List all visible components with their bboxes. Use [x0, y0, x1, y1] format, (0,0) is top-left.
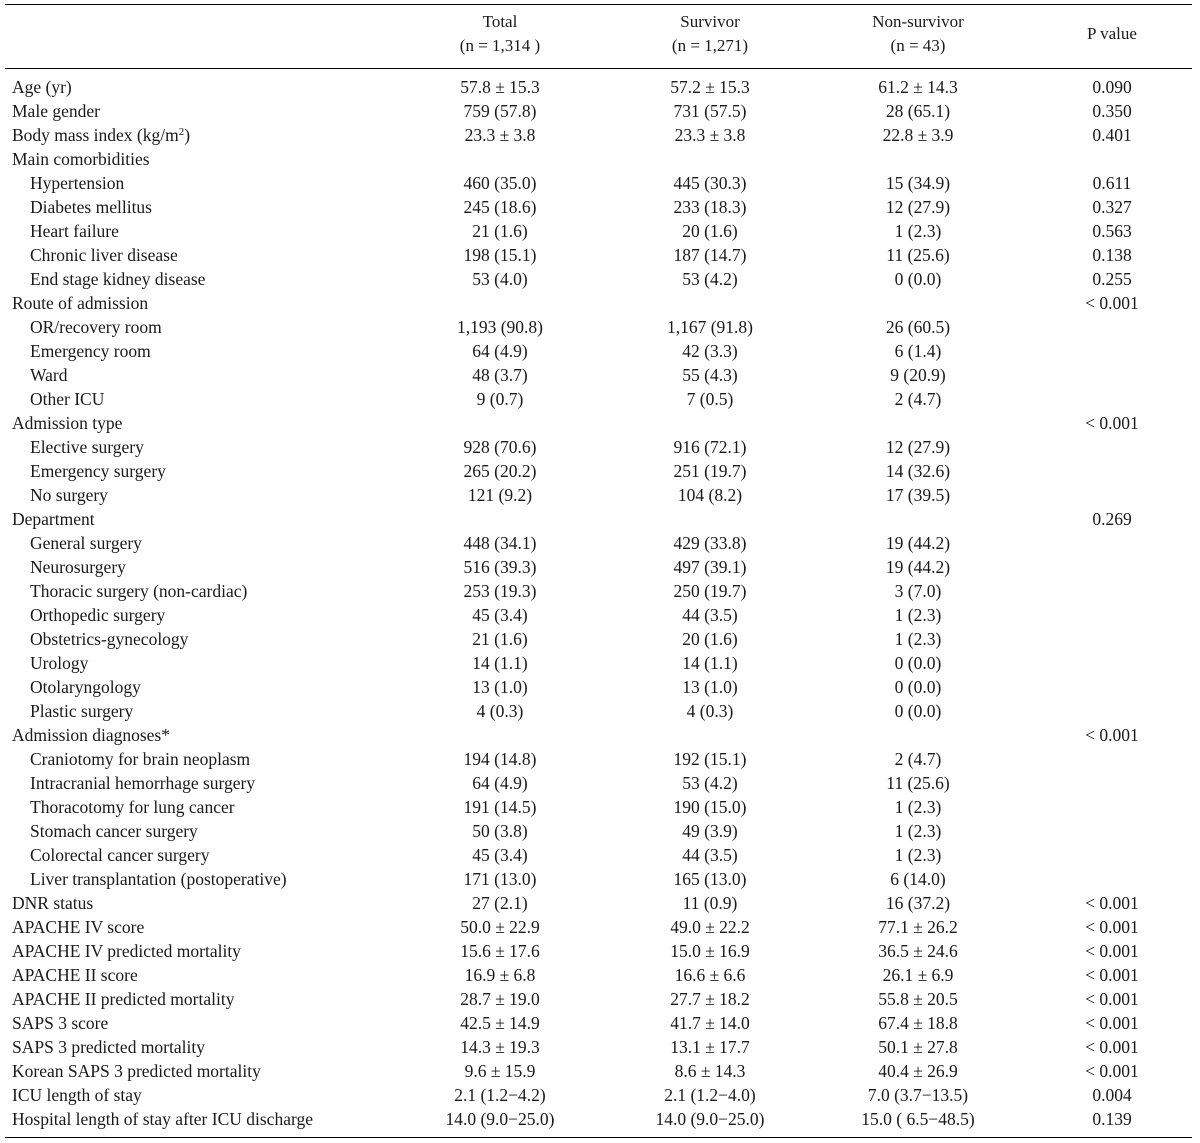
- row-label-text: Admission type: [12, 413, 123, 433]
- cell-survivor: 251 (19.7): [673, 461, 747, 481]
- cell-pvalue: < 0.001: [1085, 989, 1139, 1009]
- table-row: [0, 195, 1200, 219]
- row-label-text: OR/recovery room: [30, 317, 162, 337]
- cell-nonsurvivor: 61.2 ± 14.3: [878, 77, 958, 97]
- table-row: [0, 699, 1200, 723]
- cell-survivor: 14 (1.1): [682, 653, 738, 673]
- row-label-text: Heart failure: [30, 221, 119, 241]
- cell-survivor: 55 (4.3): [682, 365, 738, 385]
- row-label-text: Diabetes mellitus: [30, 197, 152, 217]
- cell-total: 14 (1.1): [472, 653, 528, 673]
- row-label: [30, 843, 209, 867]
- cell-total: 171 (13.0): [463, 869, 537, 889]
- row-label-text: APACHE II predicted mortality: [12, 989, 235, 1009]
- header-nonsurvivor-label: Non-survivor: [872, 12, 964, 31]
- row-label: [30, 819, 198, 843]
- cell-pvalue: < 0.001: [1085, 725, 1139, 745]
- row-label: [30, 435, 144, 459]
- row-label: [30, 315, 162, 339]
- cell-nonsurvivor: 36.5 ± 24.6: [878, 941, 958, 961]
- header-survivor-n: (n = 1,271): [671, 36, 749, 55]
- cell-total: 14.3 ± 19.3: [460, 1037, 540, 1057]
- cell-survivor: 53 (4.2): [682, 773, 738, 793]
- header-pvalue-label: P value: [1087, 24, 1137, 43]
- cell-total: 460 (35.0): [463, 173, 537, 193]
- cell-nonsurvivor: 7.0 (3.7−13.5): [867, 1085, 969, 1105]
- row-label-text: APACHE IV score: [12, 917, 145, 937]
- row-label-text: Male gender: [12, 101, 100, 121]
- table-row: [0, 987, 1200, 1011]
- cell-survivor: 233 (18.3): [673, 197, 747, 217]
- row-label: [12, 99, 100, 123]
- table-bottom-rule: [5, 1137, 1192, 1138]
- table-row: [0, 771, 1200, 795]
- cell-total: 448 (34.1): [463, 533, 537, 553]
- table-row: [0, 651, 1200, 675]
- cell-total: 57.8 ± 15.3: [460, 77, 540, 97]
- cell-total: 194 (14.8): [463, 749, 537, 769]
- table-row: [0, 963, 1200, 987]
- row-label: [30, 243, 178, 267]
- row-label-text: Korean SAPS 3 predicted mortality: [12, 1061, 261, 1081]
- row-label-text: General surgery: [30, 533, 142, 553]
- cell-nonsurvivor: 55.8 ± 20.5: [878, 989, 958, 1009]
- cell-nonsurvivor: 1 (2.3): [894, 221, 942, 241]
- cell-total: 64 (4.9): [472, 773, 528, 793]
- cell-total: 928 (70.6): [463, 437, 537, 457]
- cell-total: 14.0 (9.0−25.0): [445, 1109, 555, 1129]
- cell-nonsurvivor: 0 (0.0): [894, 653, 942, 673]
- row-label-text: Chronic liver disease: [30, 245, 178, 265]
- cell-total: 48 (3.7): [472, 365, 528, 385]
- table-row: [0, 1035, 1200, 1059]
- header-nonsurvivor: [818, 10, 1018, 58]
- row-label: [30, 603, 165, 627]
- table-row: [0, 339, 1200, 363]
- cell-total: 13 (1.0): [472, 677, 528, 697]
- row-label-text: Admission diagnoses*: [12, 725, 170, 745]
- cell-total: 21 (1.6): [472, 221, 528, 241]
- row-label-text: Department: [12, 509, 95, 529]
- table-row: [0, 819, 1200, 843]
- cell-survivor: 4 (0.3): [686, 701, 734, 721]
- cell-survivor: 7 (0.5): [686, 389, 734, 409]
- cell-total: 53 (4.0): [472, 269, 528, 289]
- row-label-text: Thoracic surgery (non-cardiac): [30, 581, 248, 601]
- row-label-text: Plastic surgery: [30, 701, 134, 721]
- cell-survivor: 13.1 ± 17.7: [670, 1037, 750, 1057]
- cell-total: 42.5 ± 14.9: [460, 1013, 540, 1033]
- row-label: [30, 651, 88, 675]
- row-label: [30, 579, 247, 603]
- row-label: [30, 387, 104, 411]
- cell-survivor: 23.3 ± 3.8: [674, 125, 746, 145]
- cell-survivor: 16.6 ± 6.6: [674, 965, 746, 985]
- table-row: [0, 147, 1200, 171]
- row-label-text: Hospital length of stay after ICU discharge: [12, 1109, 313, 1129]
- table-header: [0, 10, 1200, 66]
- row-label: [12, 507, 95, 531]
- cell-nonsurvivor: 1 (2.3): [894, 797, 942, 817]
- row-label: [12, 915, 144, 939]
- row-label: [12, 987, 234, 1011]
- cell-nonsurvivor: 26.1 ± 6.9: [882, 965, 954, 985]
- row-label-text: End stage kidney disease: [30, 269, 206, 289]
- cell-total: 516 (39.3): [463, 557, 537, 577]
- row-label-text: Neurosurgery: [30, 557, 126, 577]
- table-row: [0, 531, 1200, 555]
- cell-survivor: 8.6 ± 14.3: [674, 1061, 746, 1081]
- cell-pvalue: < 0.001: [1085, 1061, 1139, 1081]
- row-label-text: Elective surgery: [30, 437, 144, 457]
- cell-nonsurvivor: 0 (0.0): [894, 677, 942, 697]
- cell-total: 253 (19.3): [463, 581, 537, 601]
- cell-pvalue: < 0.001: [1085, 941, 1139, 961]
- table-row: [0, 315, 1200, 339]
- row-label-text: Urology: [30, 653, 89, 673]
- table-row: [0, 843, 1200, 867]
- table-row: [0, 99, 1200, 123]
- row-label-text: APACHE II score: [12, 965, 138, 985]
- cell-total: 2.1 (1.2−4.2): [454, 1085, 546, 1105]
- header-bottom-rule: [5, 68, 1192, 69]
- row-label: [30, 195, 152, 219]
- cell-nonsurvivor: 50.1 ± 27.8: [878, 1037, 958, 1057]
- table-row: [0, 579, 1200, 603]
- cell-pvalue: < 0.001: [1085, 917, 1139, 937]
- row-label-text: ICU length of stay: [12, 1085, 142, 1105]
- table-row: [0, 555, 1200, 579]
- row-label-text: Liver transplantation (postoperative): [30, 869, 287, 889]
- cell-pvalue: 0.350: [1092, 101, 1132, 121]
- cell-nonsurvivor: 2 (4.7): [894, 389, 942, 409]
- row-label-text: Intracranial hemorrhage surgery: [30, 773, 256, 793]
- cell-survivor: 192 (15.1): [673, 749, 747, 769]
- table-row: [0, 939, 1200, 963]
- table-row: [0, 435, 1200, 459]
- table-row: [0, 1083, 1200, 1107]
- table-row: [0, 123, 1200, 147]
- cell-nonsurvivor: 12 (27.9): [885, 437, 951, 457]
- row-label: [12, 411, 122, 435]
- table-row: [0, 291, 1200, 315]
- row-label-text: Hypertension: [30, 173, 125, 193]
- cell-pvalue: < 0.001: [1085, 893, 1139, 913]
- row-label: [12, 963, 138, 987]
- table-row: [0, 1059, 1200, 1083]
- cell-nonsurvivor: 6 (14.0): [890, 869, 946, 889]
- table-row: [0, 915, 1200, 939]
- cell-pvalue: 0.139: [1092, 1109, 1132, 1129]
- cell-nonsurvivor: 2 (4.7): [894, 749, 942, 769]
- row-label: [30, 483, 108, 507]
- row-label: [12, 75, 72, 99]
- table-row: [0, 603, 1200, 627]
- cell-pvalue: < 0.001: [1085, 1013, 1139, 1033]
- table-row: [0, 1011, 1200, 1035]
- row-label-text: APACHE IV predicted mortality: [12, 941, 241, 961]
- header-survivor-label: Survivor: [680, 12, 740, 31]
- cell-survivor: 57.2 ± 15.3: [670, 77, 750, 97]
- table-row: [0, 219, 1200, 243]
- cell-pvalue: < 0.001: [1085, 1037, 1139, 1057]
- row-label: [12, 147, 150, 171]
- row-label: [30, 555, 126, 579]
- cell-pvalue: 0.269: [1092, 509, 1132, 529]
- row-label: [30, 771, 255, 795]
- row-label-superscript: 2: [178, 126, 185, 138]
- row-label: [12, 1107, 313, 1131]
- cell-survivor: 15.0 ± 16.9: [670, 941, 750, 961]
- table-row: [0, 387, 1200, 411]
- row-label: [12, 291, 148, 315]
- cell-total: 191 (14.5): [463, 797, 537, 817]
- cell-total: 9.6 ± 15.9: [464, 1061, 536, 1081]
- cell-survivor: 49 (3.9): [682, 821, 738, 841]
- table-row: [0, 747, 1200, 771]
- table-row: [0, 243, 1200, 267]
- row-label-text: Emergency room: [30, 341, 151, 361]
- row-label: [12, 123, 190, 147]
- cell-nonsurvivor: 14 (32.6): [885, 461, 951, 481]
- row-label-text: Ward: [30, 365, 68, 385]
- row-label-text: Other ICU: [30, 389, 105, 409]
- table-row: [0, 675, 1200, 699]
- row-label-text: Age (yr): [12, 77, 72, 97]
- cell-nonsurvivor: 1 (2.3): [894, 821, 942, 841]
- row-label-text: Thoracotomy for lung cancer: [30, 797, 235, 817]
- table-row: [0, 171, 1200, 195]
- table-row: [0, 507, 1200, 531]
- cell-survivor: 20 (1.6): [682, 221, 738, 241]
- cell-nonsurvivor: 77.1 ± 26.2: [878, 917, 958, 937]
- cell-nonsurvivor: 40.4 ± 26.9: [878, 1061, 958, 1081]
- cell-nonsurvivor: 19 (44.2): [885, 557, 951, 577]
- cell-total: 198 (15.1): [463, 245, 537, 265]
- cell-nonsurvivor: 0 (0.0): [894, 269, 942, 289]
- header-total: [400, 10, 600, 58]
- cell-pvalue: 0.138: [1092, 245, 1132, 265]
- row-label-text: Colorectal cancer surgery: [30, 845, 210, 865]
- cell-pvalue: 0.401: [1092, 125, 1132, 145]
- cell-pvalue: 0.563: [1092, 221, 1132, 241]
- table-row: [0, 411, 1200, 435]
- cell-nonsurvivor: 19 (44.2): [885, 533, 951, 553]
- table-body: [0, 75, 1200, 1131]
- row-label: [12, 1011, 108, 1035]
- cell-nonsurvivor: 15 (34.9): [885, 173, 951, 193]
- row-label: [30, 219, 119, 243]
- header-total-n: (n = 1,314 ): [459, 36, 541, 55]
- cell-nonsurvivor: 16 (37.2): [885, 893, 951, 913]
- cell-pvalue: 0.004: [1092, 1085, 1132, 1105]
- row-label-text: Body mass index (kg/m: [12, 125, 179, 145]
- cell-survivor: 190 (15.0): [673, 797, 747, 817]
- header-total-label: Total: [482, 12, 518, 31]
- cell-survivor: 27.7 ± 18.2: [670, 989, 750, 1009]
- row-label: [12, 1083, 142, 1107]
- cell-nonsurvivor: 28 (65.1): [885, 101, 951, 121]
- table-row: [0, 363, 1200, 387]
- row-label: [12, 1059, 261, 1083]
- cell-total: 15.6 ± 17.6: [460, 941, 540, 961]
- cell-pvalue: < 0.001: [1085, 293, 1139, 313]
- cell-survivor: 14.0 (9.0−25.0): [655, 1109, 765, 1129]
- row-label-suffix: ): [184, 125, 191, 145]
- row-label-text: SAPS 3 score: [12, 1013, 109, 1033]
- row-label-text: Route of admission: [12, 293, 149, 313]
- cell-survivor: 497 (39.1): [673, 557, 747, 577]
- table-row: [0, 1107, 1200, 1131]
- cell-nonsurvivor: 1 (2.3): [894, 629, 942, 649]
- row-label: [12, 1035, 205, 1059]
- cell-survivor: 42 (3.3): [682, 341, 738, 361]
- row-label-text: Emergency surgery: [30, 461, 166, 481]
- row-label: [30, 363, 67, 387]
- cell-survivor: 49.0 ± 22.2: [670, 917, 750, 937]
- cell-nonsurvivor: 11 (25.6): [886, 773, 950, 793]
- cell-nonsurvivor: 22.8 ± 3.9: [882, 125, 954, 145]
- cell-total: 45 (3.4): [472, 605, 528, 625]
- row-label-text: Orthopedic surgery: [30, 605, 166, 625]
- cell-total: 121 (9.2): [467, 485, 533, 505]
- row-label-text: Main comorbidities: [12, 149, 150, 169]
- cell-total: 64 (4.9): [472, 341, 528, 361]
- cell-total: 265 (20.2): [463, 461, 537, 481]
- cell-survivor: 44 (3.5): [682, 605, 738, 625]
- row-label: [30, 267, 205, 291]
- cell-nonsurvivor: 17 (39.5): [885, 485, 951, 505]
- cell-survivor: 11 (0.9): [682, 893, 738, 913]
- cell-pvalue: < 0.001: [1085, 965, 1139, 985]
- table-row: [0, 483, 1200, 507]
- row-label: [30, 531, 142, 555]
- row-label-text: Stomach cancer surgery: [30, 821, 198, 841]
- cell-pvalue: 0.255: [1092, 269, 1132, 289]
- table-row: [0, 267, 1200, 291]
- row-label: [30, 171, 124, 195]
- row-label: [12, 723, 170, 747]
- table-row: [0, 891, 1200, 915]
- cell-total: 9 (0.7): [476, 389, 524, 409]
- row-label: [12, 891, 93, 915]
- row-label: [30, 867, 287, 891]
- cell-survivor: 44 (3.5): [682, 845, 738, 865]
- cell-survivor: 445 (30.3): [673, 173, 747, 193]
- cell-survivor: 1,167 (91.8): [666, 317, 754, 337]
- cell-nonsurvivor: 11 (25.6): [886, 245, 950, 265]
- row-label-text: DNR status: [12, 893, 94, 913]
- cell-survivor: 916 (72.1): [673, 437, 747, 457]
- cell-total: 16.9 ± 6.8: [464, 965, 536, 985]
- cell-survivor: 13 (1.0): [682, 677, 738, 697]
- cell-survivor: 429 (33.8): [673, 533, 747, 553]
- cell-total: 27 (2.1): [472, 893, 528, 913]
- cell-nonsurvivor: 1 (2.3): [894, 845, 942, 865]
- cell-total: 4 (0.3): [476, 701, 524, 721]
- cell-survivor: 53 (4.2): [682, 269, 738, 289]
- cell-survivor: 20 (1.6): [682, 629, 738, 649]
- row-label: [30, 459, 166, 483]
- cell-pvalue: 0.327: [1092, 197, 1132, 217]
- table-row: [0, 795, 1200, 819]
- cell-nonsurvivor: 12 (27.9): [885, 197, 951, 217]
- cell-nonsurvivor: 1 (2.3): [894, 605, 942, 625]
- table-row: [0, 459, 1200, 483]
- header-pvalue: [1032, 22, 1192, 46]
- cell-nonsurvivor: 9 (20.9): [890, 365, 946, 385]
- cell-pvalue: 0.611: [1092, 173, 1132, 193]
- cell-total: 45 (3.4): [472, 845, 528, 865]
- row-label: [30, 627, 188, 651]
- cell-nonsurvivor: 0 (0.0): [894, 701, 942, 721]
- header-survivor: [610, 10, 810, 58]
- row-label: [30, 699, 133, 723]
- cell-nonsurvivor: 26 (60.5): [885, 317, 951, 337]
- row-label: [30, 795, 235, 819]
- cell-total: 28.7 ± 19.0: [460, 989, 540, 1009]
- cell-pvalue: < 0.001: [1085, 413, 1139, 433]
- row-label-text: Craniotomy for brain neoplasm: [30, 749, 251, 769]
- cell-total: 21 (1.6): [472, 629, 528, 649]
- row-label-text: No surgery: [30, 485, 108, 505]
- cell-pvalue: 0.090: [1092, 77, 1132, 97]
- cell-survivor: 104 (8.2): [677, 485, 743, 505]
- cell-survivor: 41.7 ± 14.0: [670, 1013, 750, 1033]
- cell-survivor: 731 (57.5): [673, 101, 747, 121]
- cell-survivor: 187 (14.7): [673, 245, 747, 265]
- cell-total: 50 (3.8): [472, 821, 528, 841]
- row-label-text: Obstetrics-gynecology: [30, 629, 189, 649]
- row-label: [30, 339, 151, 363]
- cell-nonsurvivor: 15.0 ( 6.5−48.5): [861, 1109, 975, 1129]
- header-nonsurvivor-n: (n = 43): [890, 36, 946, 55]
- cell-nonsurvivor: 3 (7.0): [894, 581, 942, 601]
- table-row: [0, 75, 1200, 99]
- cell-survivor: 250 (19.7): [673, 581, 747, 601]
- cell-nonsurvivor: 6 (1.4): [894, 341, 942, 361]
- table-row: [0, 723, 1200, 747]
- cell-total: 245 (18.6): [463, 197, 537, 217]
- table-row: [0, 867, 1200, 891]
- cell-total: 50.0 ± 22.9: [460, 917, 540, 937]
- row-label-text: SAPS 3 predicted mortality: [12, 1037, 205, 1057]
- cell-total: 759 (57.8): [463, 101, 537, 121]
- row-label: [30, 747, 250, 771]
- cell-total: 23.3 ± 3.8: [464, 125, 536, 145]
- table-row: [0, 627, 1200, 651]
- cell-total: 1,193 (90.8): [456, 317, 544, 337]
- row-label: [12, 939, 241, 963]
- cell-nonsurvivor: 67.4 ± 18.8: [878, 1013, 958, 1033]
- table-top-rule: [5, 4, 1192, 5]
- cell-survivor: 165 (13.0): [673, 869, 747, 889]
- row-label-text: Otolaryngology: [30, 677, 141, 697]
- row-label: [30, 675, 141, 699]
- cell-survivor: 2.1 (1.2−4.0): [664, 1085, 756, 1105]
